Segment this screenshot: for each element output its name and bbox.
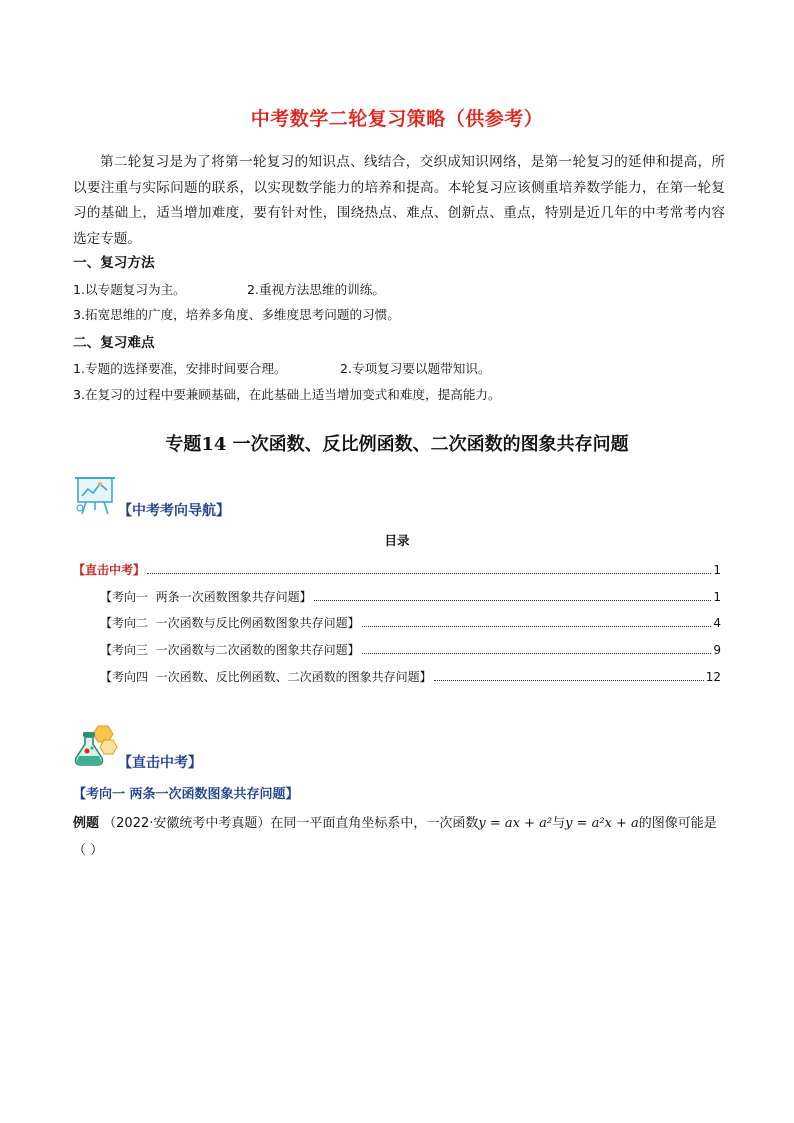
section-heading-methods: 一、复习方法: [73, 255, 155, 271]
toc-row[interactable]: [100, 614, 721, 631]
toc-page-number: 1: [713, 590, 721, 604]
difficulty-item-2: 2.专项复习要以题带知识。: [340, 361, 491, 376]
toc-leader-dots: [314, 600, 712, 601]
toc-label: 【考向一 两条一次函数图象共存问题】: [100, 590, 312, 604]
toc-label: 【考向三 一次函数与二次函数的图象共存问题】: [100, 643, 360, 657]
toc-row[interactable]: [73, 561, 721, 578]
toc-leader-dots: [147, 573, 711, 574]
toc-label: 【考向四 一次函数、反比例函数、二次函数的图象共存问题】: [100, 670, 432, 684]
example-question: [73, 810, 728, 864]
formula-2: y = a²x + a: [565, 816, 639, 831]
toc-label: 【考向二 一次函数与反比例函数图象共存问题】: [100, 616, 360, 630]
nav-heading: 【中考考向导航】: [118, 503, 230, 519]
method-item-2: 2.重视方法思维的训练。: [247, 282, 385, 297]
toc-row[interactable]: [100, 641, 721, 658]
page-title: 中考数学二轮复习策略（供参考）: [250, 108, 544, 130]
toc-leader-dots: [362, 626, 712, 627]
zhiji-heading: 【直击中考】: [118, 755, 202, 771]
section-heading-difficulties: 二、复习难点: [73, 335, 155, 351]
toc-row[interactable]: [100, 668, 721, 685]
difficulty-item-1: 1.专题的选择要准，安排时间要合理。: [73, 361, 287, 376]
toc-page-number: 12: [705, 670, 721, 684]
toc-title: 目录: [384, 533, 410, 548]
example-text-c: 的图像可能是（ ）: [73, 816, 717, 858]
method-item-1: 1.以专题复习为主。: [73, 282, 186, 297]
formula-1: y = ax + a²: [478, 816, 553, 831]
example-text-a: （2022·安徽统考中考真题）在同一平面直角坐标系中，一次函数: [103, 816, 479, 831]
toc-page-number: 1: [713, 563, 721, 577]
kaoxiang-heading: 【考向一 两条一次函数图象共存问题】: [73, 787, 299, 802]
example-text-b: 与: [552, 816, 566, 831]
toc-row[interactable]: [100, 588, 721, 605]
topic-title: 专题14 一次函数、反比例函数、二次函数的图象共存问题: [165, 434, 629, 455]
toc-leader-dots: [362, 653, 712, 654]
toc-label: 【直击中考】: [73, 563, 146, 577]
toc-page-number: 4: [713, 616, 721, 630]
toc-leader-dots: [434, 680, 704, 681]
presentation-board-icon: [72, 472, 118, 520]
toc-page-number: 9: [713, 643, 721, 657]
difficulty-item-3: 3.在复习的过程中要兼顾基础，在此基础上适当增加变式和难度，提高能力。: [73, 387, 501, 402]
method-item-3: 3.拓宽思维的广度，培养多角度、多维度思考问题的习惯。: [73, 307, 400, 322]
chemistry-flask-icon: [72, 724, 118, 772]
intro-paragraph: 第二轮复习是为了将第一轮复习的知识点、线结合，交织成知识网络，是第一轮复习的延伸和提高，所以要注重与实际问题的联系，以实现数学能力的培养和提高。本轮复习应该侧重培养数学能力，在第一轮复习的基础上，适当增加难度，要有针对性，围绕热点、难点、创新点、重点，特别是近几年的中考常考内容选定专题。: [73, 154, 725, 247]
example-tag: 例题: [73, 816, 100, 831]
